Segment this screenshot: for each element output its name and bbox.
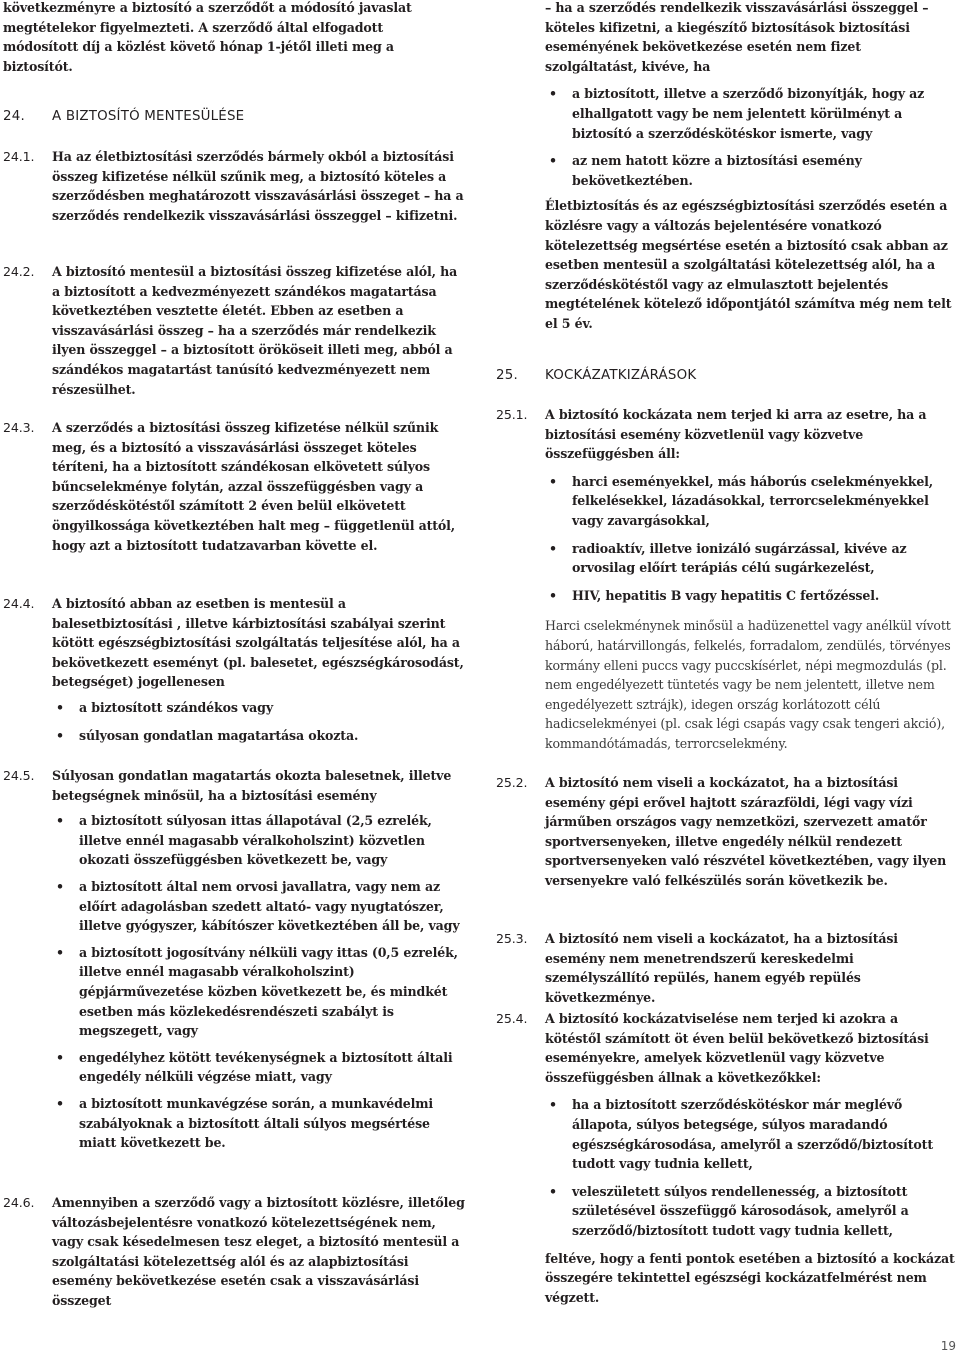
heading-number: 25. <box>496 368 518 383</box>
clause-24-3 <box>3 418 464 555</box>
list-item: • veleszületett súlyos rendellenesség, a biztosított születésével összefüggő károsodások, amelyről a szerződő/biztosított tudott vagy tudnia kellett, <box>545 1182 956 1241</box>
clause-text: A biztosító mentesül a biztosítási összeg kifizetése alól, ha a biztosított a kedvezményezett szándékos magatartása következtében vesztette életét. Ebben az esetben a visszavásárlási összeg – ha a szerződés már rendelkezik ilyen összeggel – a biztosított örököseit illeti meg, abból a szándékos magatartást tanúsító kedvezményezett nem részesülhet. <box>52 264 458 397</box>
clause-24-5 <box>3 766 466 1153</box>
clause-text: Ha az életbiztosítási szerződés bármely okból a biztosítási összeg kifizetése nélkül szűnik meg, a biztosító köteles a szerződésben meghatározott visszavásárlási összeget – ha a szerződés rendelkezik visszavásárlási összeggel – kifizetni. <box>52 149 464 223</box>
clause-text: Amennyiben a szerződő vagy a biztosított közlésre, illetőleg változásbejelentésre vonatkozó kötelezettségének nem, vagy csak késedelmesen tesz eleget, a biztosító mentesül a szolgáltatási kötelezettség alól és az alapbiztosítási esemény bekövetkezése esetén csak a visszavásárlási összeget <box>52 1195 465 1308</box>
list-item: • radioaktív, illetve ionizáló sugárzással, kivéve az orvosilag előírt terápiás célú sugárkezelést, <box>545 539 956 578</box>
list-item: • a biztosított, illetve a szerződő bizonyítják, hogy az elhallgatott vagy be nem jelentett körülményt a biztosító a szerződéskötéskor ismerte, vagy <box>545 84 956 143</box>
clause-text: A biztosító kockázata nem terjed ki arra az esetre, ha a biztosítási esemény közvetlenül vagy közvetve összefüggésben áll: <box>545 407 927 462</box>
list-item: • a biztosított szándékos vagy <box>52 698 466 718</box>
clause-number: 24.5. <box>3 768 35 783</box>
clause-number: 25.3. <box>496 931 528 946</box>
clause-number: 24.3. <box>3 420 35 435</box>
continuation-tail: Életbiztosítás és az egészségbiztosítási szerződés esetén a közlésre vagy a változás bejelentésére vonatkozó kötelezettség megsértése esetén a biztosító csak abban az esetben mentesül a szolgáltatási kötelezettség alól, ha a szerződéskötéstől vagy az elmulasztott bejelentés megtételének kötelező időpontjától számítva még nem telt el 5 év. <box>545 198 952 331</box>
page-number: 19 <box>940 1339 956 1353</box>
clause-number: 25.1. <box>496 407 528 422</box>
section-heading-25 <box>496 366 960 386</box>
clause-25-3 <box>496 929 956 1007</box>
clause-number: 24.1. <box>3 149 35 164</box>
note-paragraph: Harci cselekménynek minősül a hadüzenettel vagy anélkül vívott háború, határvillongás, felkelés, forradalom, zendülés, törvényes kormány elleni puccs vagy puccskísérlet, népi megmozdulás (pl. nem engedélyezett tüntetés vagy be nem jelentett, illetve nem engedélyezett sztrájk), idegen ország korlátozott célú hadicselekményei (pl. csak légi csapás vagy csak tengeri akció), kommandótámadás, terrorcselekmény. <box>545 618 951 751</box>
list-item: • ha a biztosított szerződéskötéskor már meglévő állapota, súlyos betegsége, súlyos maradandó egészségkárosodása, amelyről a szerződő/biztosított tudott vagy tudnia kellett, <box>545 1095 956 1173</box>
clause-text: A biztosító kockázatviselése nem terjed ki azokra a kötéstől számított öt éven belül bekövetkező biztosítási eseményekre, amelyek közvetlenül vagy közvetve összefüggésben állnak a következőkkel: <box>545 1011 929 1085</box>
list-item: • HIV, hepatitis B vagy hepatitis C fertőzéssel. <box>545 586 956 606</box>
clause-number: 25.2. <box>496 775 528 790</box>
heading-title: A BIZTOSÍTÓ MENTESÜLÉSE <box>52 109 245 124</box>
list-item: • harci eseményekkel, más háborús cselekményekkel, felkelésekkel, lázadásokkal, terrorcselekményekkel vagy zavargásokkal, <box>545 472 956 531</box>
heading-title: KOCKÁZATKIZÁRÁSOK <box>545 368 697 383</box>
clause-number: 24.4. <box>3 596 35 611</box>
clause-number: 25.4. <box>496 1011 528 1026</box>
clause-tail: feltéve, hogy a fenti pontok esetében a biztosító a kockázat összegére tekintettel egészségi kockázatfelmérést nem végzett. <box>545 1250 955 1305</box>
clause-number: 24.2. <box>3 264 35 279</box>
clause-text: A szerződés a biztosítási összeg kifizetése nélkül szűnik meg, és a biztosító a visszavásárlási összeget köteles téríteni, ha a biztosított szándékosan elkövetett súlyos bűncselekménye folytán, azzal összefüggésben vagy a szerződéskötéstől számított 2 éven belül elkövetett öngyilkossága következtében halt meg – függetlenül attól, hogy azt a biztosított tudatzavarban követte el. <box>52 420 456 553</box>
clause-text: Súlyosan gondatlan magatartás okozta balesetnek, illetve betegségnek minősül, ha a biztosítási esemény <box>52 768 452 803</box>
continuation-text: – ha a szerződés rendelkezik visszavásárlási összeggel – köteles kifizetni, a kiegészítő biztosítások biztosítási eseményének bekövetkezése esetén nem fizet szolgáltatást, kivéve, ha <box>545 0 929 74</box>
list-item: • engedélyhez kötött tevékenységnek a biztosított általi engedély nélküli végzése miatt, vagy <box>52 1048 466 1087</box>
clause-24-1 <box>3 147 464 225</box>
clause-25-4 <box>496 1009 956 1307</box>
intro-paragraph: következményre a biztosító a szerződőt a módosító javaslat megtételekor figyelmezteti. A szerződő által elfogadott módosított díj a közlést követő hónap 1-jétől illeti meg a biztosítót. <box>3 0 412 74</box>
clause-24-6 <box>3 1193 466 1311</box>
list-item: • az nem hatott közre a biztosítási esemény bekövetkeztében. <box>545 151 956 190</box>
clause-text: A biztosító abban az esetben is mentesül a balesetbiztosítási , illetve kárbiztosítási szabályai szerint kötött egészségbiztosítási szolgáltatás teljesítése alól, ha a bekövetkezett eseményt (pl. balesetet, egészségkárosodást, betegséget) jogellenesen <box>52 596 464 690</box>
clause-text: A biztosító nem viseli a kockázatot, ha a biztosítási esemény gépi erővel hajtott szárazföldi, légi vagy vízi járműben országos vagy nemzetközi, szervezett amatőr sportversenyeken, illetve engedély nélkül rendezett sportversenyeken való részvétel következtében, vagy ilyen versenyekre való felkészülés során következik be. <box>545 775 947 888</box>
heading-number: 24. <box>3 109 25 124</box>
clause-25-1 <box>496 405 956 754</box>
continuation-block <box>496 0 956 334</box>
section-heading-24 <box>3 107 507 127</box>
clause-number: 24.6. <box>3 1195 35 1210</box>
list-item: • a biztosított jogosítvány nélküli vagy ittas (0,5 ezrelék, illetve ennél magasabb véralkoholszint) gépjárművezetése közben következett be, és mindkét esetben más közlekedésrendészeti szabályt is megszegett, vagy <box>52 943 466 1041</box>
clause-24-4 <box>3 594 466 745</box>
list-item: • a biztosított súlyosan ittas állapotával (2,5 ezrelék, illetve ennél magasabb véralkoholszint) közvetlen okozati összefüggésben következett be, vagy <box>52 811 466 870</box>
list-item: • a biztosított munkavégzése során, a munkavédelmi szabályoknak a biztosított általi súlyos megsértése miatt következett be. <box>52 1094 466 1153</box>
clause-24-2 <box>3 262 464 399</box>
list-item: • súlyosan gondatlan magatartása okozta. <box>52 726 466 746</box>
clause-text: A biztosító nem viseli a kockázatot, ha a biztosítási esemény nem menetrendszerű kereskedelmi személyszállító repülés, hanem egyéb repülés következménye. <box>545 931 898 1005</box>
list-item: • a biztosított által nem orvosi javallatra, vagy nem az előírt adagolásban szedett altató- vagy nyugtatószer, illetve gyógyszer, kábítószer következtében áll be, vagy <box>52 877 466 936</box>
clause-25-2 <box>496 773 960 891</box>
